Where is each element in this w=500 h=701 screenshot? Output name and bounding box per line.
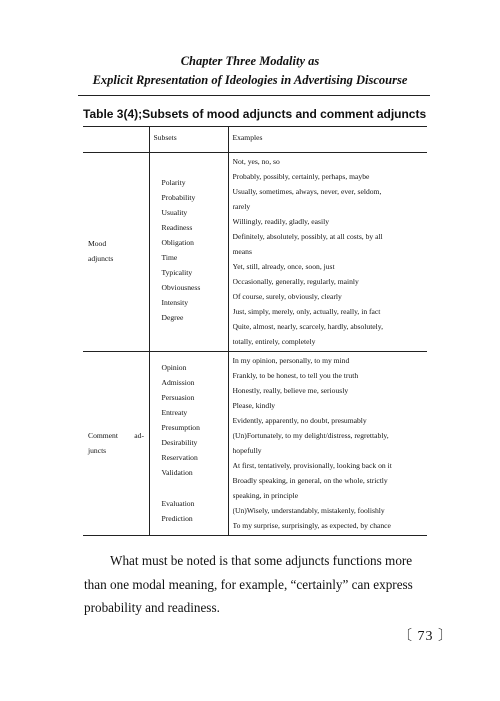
subset-item: Persuasion: [161, 393, 195, 402]
example-line: Not, yes, no, so: [232, 157, 280, 166]
subset-item: Obviousness: [161, 283, 201, 292]
page-number: 〔 73 〕: [398, 629, 453, 644]
subset-item: Typicality: [161, 268, 193, 277]
subset-item: Polarity: [161, 178, 186, 187]
category-label-line: Mood: [88, 239, 107, 248]
category-cell-mood: [83, 153, 149, 352]
chapter-subtitle: Explicit Rpresentation of Ideologies in Advertising Discourse: [92, 73, 408, 87]
examples-cell-mood: [228, 153, 427, 352]
example-line: rarely: [232, 202, 251, 211]
example-line: Just, simply, merely, only, actually, really, in fact: [232, 307, 381, 316]
table-header-row: [83, 127, 427, 153]
subset-item: Readiness: [161, 223, 193, 232]
example-line: Frankly, to be honest, to tell you the truth: [232, 371, 359, 380]
example-line: Willingly, readily, gladly, easily: [232, 217, 329, 226]
subsets-cell-comment: [149, 352, 228, 536]
table-caption: Table 3(4);Subsets of mood adjuncts and comment adjuncts: [83, 107, 427, 121]
subset-item: Probability: [161, 193, 196, 202]
subset-item: Evaluation: [161, 499, 195, 508]
running-header: [0, 52, 500, 90]
example-line: Please, kindly: [232, 401, 276, 410]
example-line: At first, tentatively, provisionally, looking back on it: [232, 461, 392, 470]
example-line: To my surprise, surprisingly, as expected, by chance: [232, 521, 391, 530]
category-cell-comment: [83, 352, 149, 536]
example-line: (Un)Fortunately, to my delight/distress, regrettably,: [232, 431, 389, 440]
table-row-mood: [83, 153, 427, 352]
subset-item: Reservation: [161, 453, 198, 462]
example-line: means: [232, 247, 252, 256]
subset-item: Presumption: [161, 423, 200, 432]
example-line: Evidently, apparently, no doubt, presumably: [232, 416, 367, 425]
example-line: Usually, sometimes, always, never, ever, seldom,: [232, 187, 382, 196]
example-line: totally, entirely, completely: [232, 337, 316, 346]
subset-item: Entreaty: [161, 408, 188, 417]
example-line: Honestly, really, believe me, seriously: [232, 386, 349, 395]
header-cell-subsets: Subsets: [149, 127, 228, 153]
subset-item: Degree: [161, 313, 184, 322]
header-cell-empty: [83, 127, 149, 153]
table-row-comment: [83, 352, 427, 536]
example-line: Probably, possibly, certainly, perhaps, maybe: [232, 172, 370, 181]
example-line: Quite, almost, nearly, scarcely, hardly, absolutely,: [232, 322, 383, 331]
example-line: Occasionally, generally, regularly, mainly: [232, 277, 359, 286]
example-line: In my opinion, personally, to my mind: [232, 356, 350, 365]
chapter-title: Chapter Three Modality as: [180, 54, 320, 68]
category-label-word: Comment: [88, 431, 118, 440]
subset-item: Prediction: [161, 514, 193, 523]
subset-item: Validation: [161, 468, 193, 477]
subset-item: Desirability: [161, 438, 198, 447]
example-line: Yet, still, already, once, soon, just: [232, 262, 335, 271]
example-line: (Un)Wisely, understandably, mistakenly, foolishly: [232, 506, 385, 515]
paragraph-line: What must be noted is that some adjuncts functions more: [110, 553, 413, 568]
body-paragraph: [84, 549, 428, 620]
category-label-line: adjuncts: [88, 254, 114, 263]
subset-item: Admission: [161, 378, 195, 387]
subsets-cell-mood: [149, 153, 228, 352]
example-line: Broadly speaking, in general, on the whole, strictly: [232, 476, 388, 485]
adjuncts-table: [83, 126, 427, 536]
category-label-mood: [88, 236, 144, 266]
subset-item: Intensity: [161, 298, 189, 307]
category-label-word: ad-: [134, 431, 144, 440]
category-label-line: juncts: [88, 446, 107, 455]
example-line: hopefully: [232, 446, 262, 455]
category-label-line: [88, 428, 144, 443]
examples-cell-comment: [228, 352, 427, 536]
example-line: speaking, in principle: [232, 491, 299, 500]
subset-item: Obligation: [161, 238, 194, 247]
header-cell-examples: Examples: [228, 127, 427, 153]
subset-item: Usuality: [161, 208, 188, 217]
example-line: Of course, surely, obviously, clearly: [232, 292, 342, 301]
example-line: Definitely, absolutely, possibly, at all costs, by all: [232, 232, 383, 241]
paragraph-line: probability and readiness.: [84, 600, 220, 615]
header-rule: [78, 95, 430, 96]
category-label-comment: [88, 428, 144, 458]
subset-item: Opinion: [161, 363, 187, 372]
paragraph-line: than one modal meaning, for example, “certainly” can express: [84, 576, 413, 592]
subset-item: Time: [161, 253, 178, 262]
